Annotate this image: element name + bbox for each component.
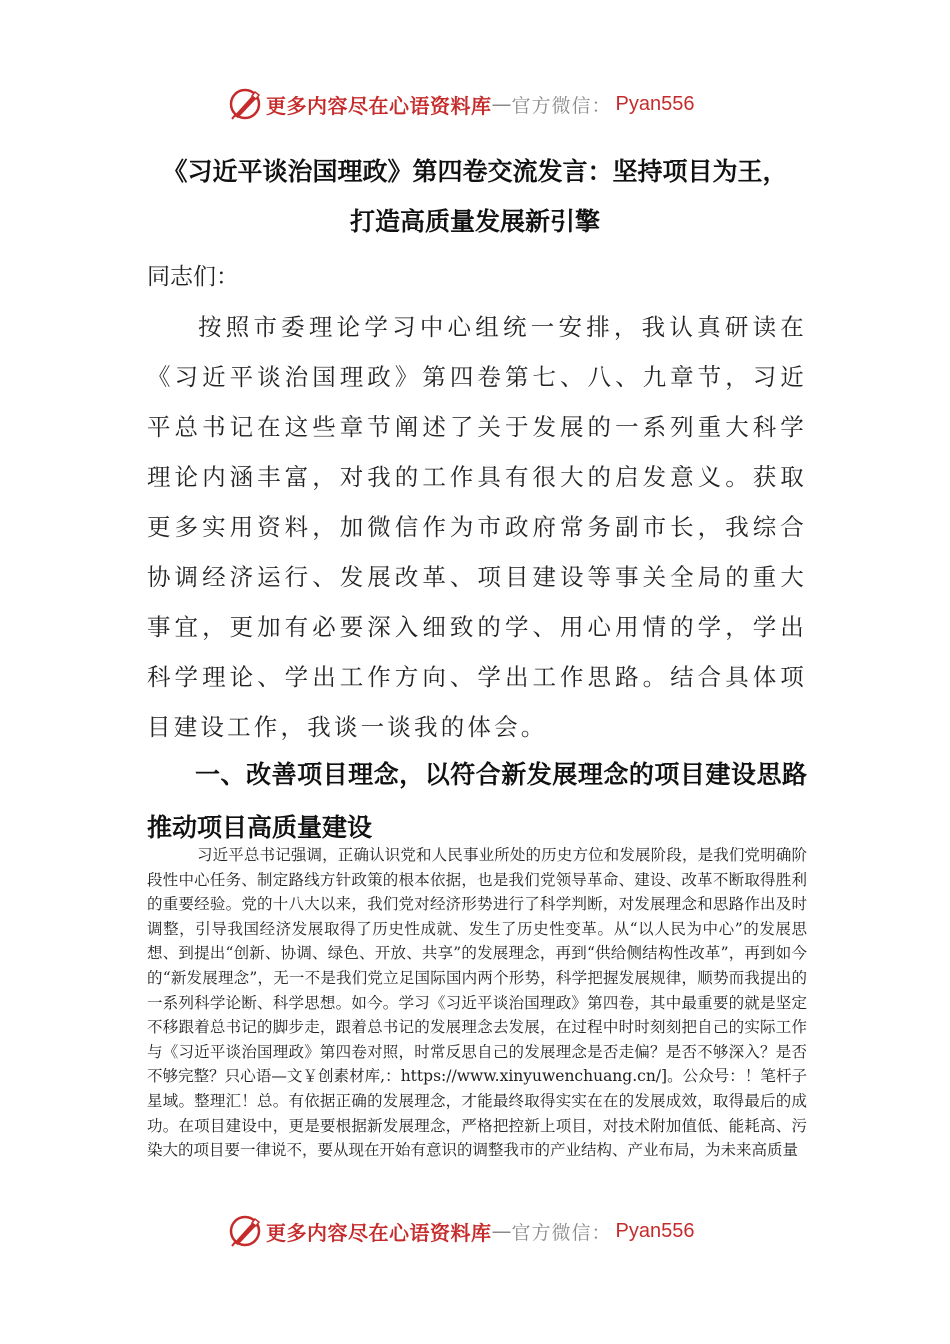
watermark-wechat-id: Pyan556: [615, 92, 695, 115]
watermark-dash: —: [491, 92, 512, 116]
pen-logo-icon: [228, 87, 262, 121]
watermark-channel-text: 官方微信：: [511, 1221, 612, 1244]
pen-logo-icon: [228, 1214, 262, 1248]
document-title-line-1: 《习近平谈治国理政》第四卷交流发言：坚持项目为王，: [162, 157, 788, 186]
document-title-line-2: 打造高质量发展新引擎: [349, 207, 600, 236]
salutation: 同志们：: [147, 264, 239, 290]
watermark-banner-top: [228, 84, 748, 124]
watermark-site-text: 更多内容尽在心语资料库: [266, 93, 492, 118]
watermark-channel-text: 官方微信：: [511, 94, 612, 117]
section-1-paragraph: 习近平总书记强调，正确认识党和人民事业所处的历史方位和发展阶段，是我们党明确阶段性中心任务、制定路线方针政策的根本依据，也是我们党领导革命、建设、改革不断取得胜利的重要经验。党的十八大以来，我们党对经济形势进行了科学判断，对发展理念和思路作出及时调整，引导我国经济发展取得了历史性成就、发生了历史性变革。从“以人民为中心”的发展思想、到提出“创新、协调、绿色、开放、共享”的发展理念，再到“供给侧结构性改革”，再到如今的“新发展理念”，无一不是我们党立足国际国内两个形势，科学把握发展规律，顺势而我提出的一系列科学论断、科学思想。如今。学习《习近平谈治国理政》第四卷，其中最重要的就是坚定不移跟着总书记的脚步走，跟着总书记的发展理念去发展，在过程中时时刻刻把自己的实际工作与《习近平谈治国理政》第四卷对照，时常反思自己的发展理念是否走偏？是否不够深入？是否不够完整？只心语—文￥创素材库,：https://www.xinyuwenchuang.cn/]。公众号：！笔杆子星域。整理汇！总。有依据正确的发展理念，才能最终取得实实在在的发展成效，取得最后的成功。在项目建设中，更是要根据新发展理念，严格把控新上项目，对技术附加值低、能耗高、污染大的项目要一律说不，要从现在开始有意识的调整我市的产业结构、产业布局，为未来高质量: [147, 846, 807, 1160]
watermark-site-text: 更多内容尽在心语资料库: [266, 1220, 492, 1245]
section-1-heading: 一、改善项目理念，以符合新发展理念的项目建设思路推动项目高质量建设: [147, 760, 807, 842]
watermark-dash: —: [491, 1219, 512, 1243]
watermark-banner-bottom: [228, 1211, 748, 1251]
intro-paragraph: 按照市委理论学习中心组统一安排，我认真研读在《习近平谈治国理政》第四卷第七、八、九章节，习近平总书记在这些章节阐述了关于发展的一系列重大科学理论内涵丰富，对我的工作具有很大的启发意义。获取更多实用资料，加微信作为市政府常务副市长，我综合协调经济运行、发展改革、项目建设等事关全局的重大事宜，更加有必要深入细致的学、用心用情的学，学出科学理论、学出工作方向、学出工作思路。结合具体项目建设工作，我谈一谈我的体会。: [147, 313, 807, 741]
watermark-wechat-id: Pyan556: [615, 1219, 695, 1242]
